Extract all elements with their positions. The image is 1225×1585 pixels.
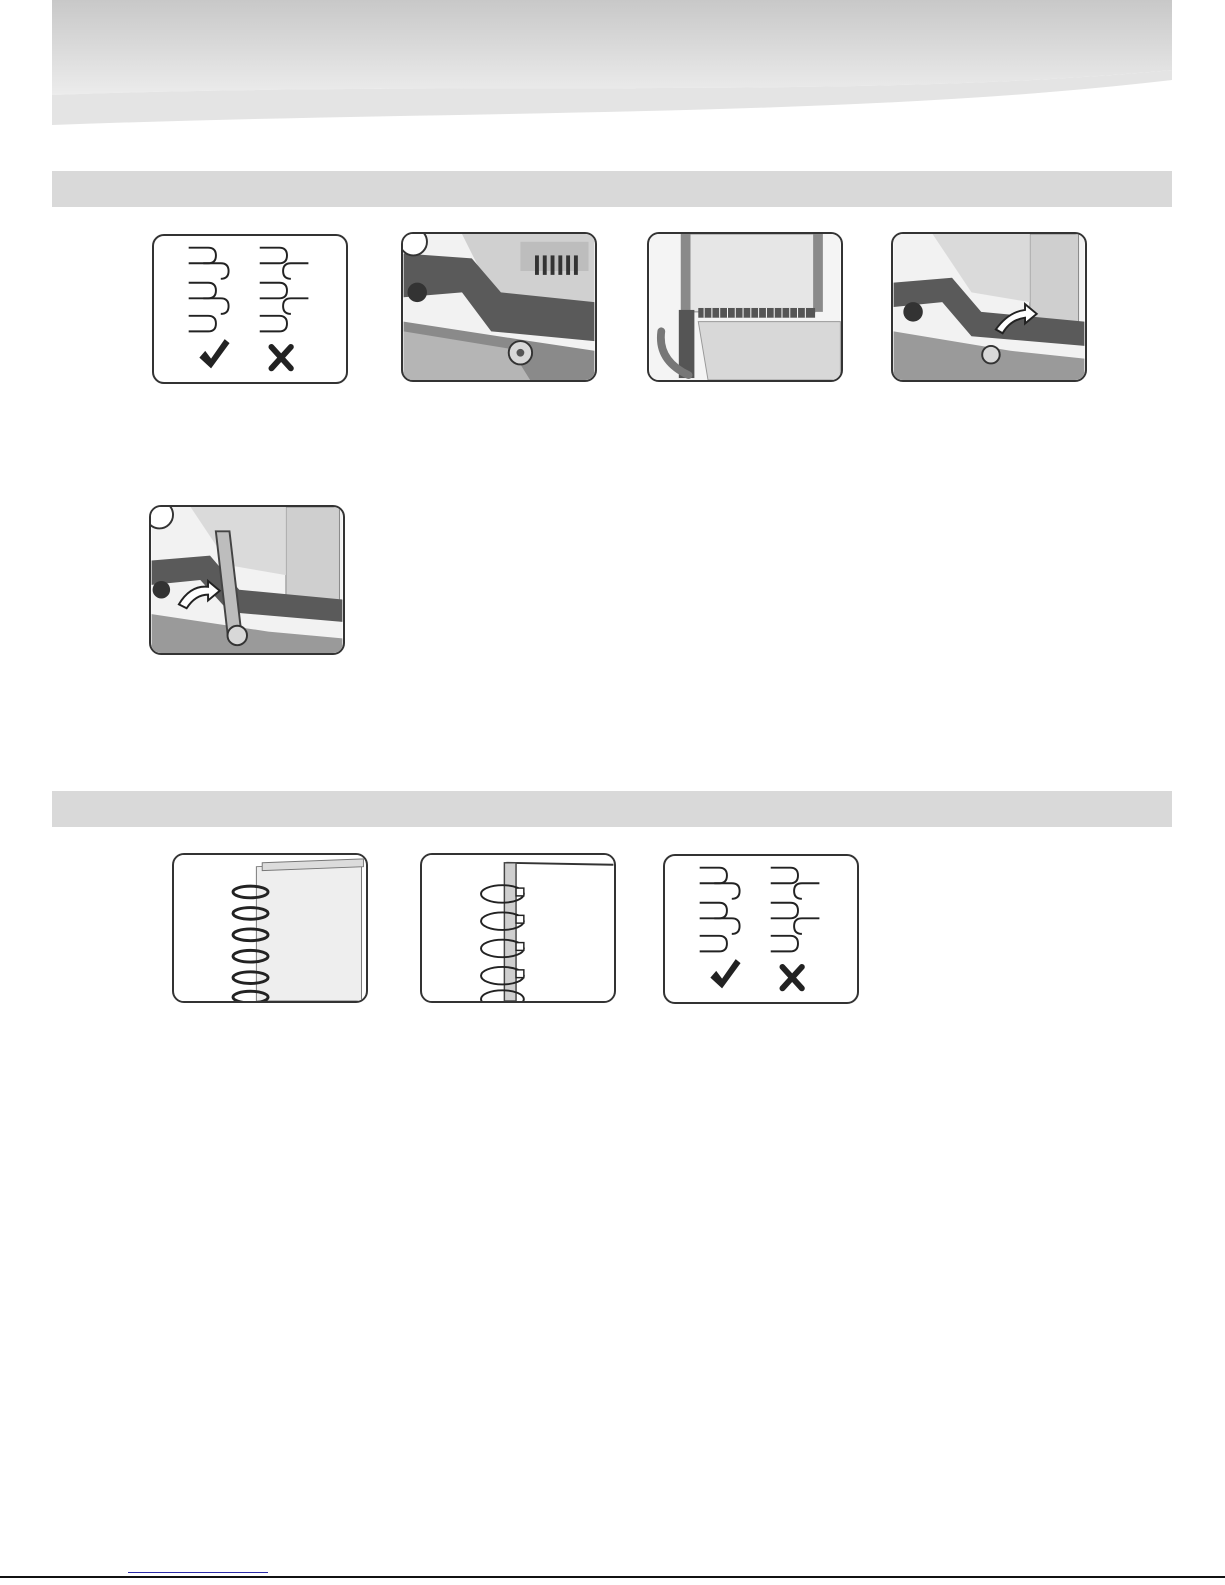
section-bar-1 [52, 171, 1172, 207]
check-icon [710, 959, 740, 988]
panel-binder-comb-closeup [401, 232, 597, 382]
panel-wire-alignment-2 [663, 854, 859, 1004]
section-bar-2 [52, 791, 1172, 827]
check-icon [199, 339, 229, 368]
panel-binder-lever-rotate [891, 232, 1087, 382]
panel-bound-book-spiral [172, 853, 368, 1003]
cross-icon [782, 967, 801, 988]
panel-wire-alignment-1 [152, 234, 348, 384]
panel-binder-paper-loaded [647, 232, 843, 382]
footer-rule [0, 1576, 1225, 1578]
panel-binder-lever-pull [149, 505, 345, 655]
footer-link-underline[interactable] [128, 1572, 268, 1573]
header-swoosh [52, 0, 1172, 130]
panel-spiral-coil-detail [420, 853, 616, 1003]
cross-icon [271, 347, 290, 368]
